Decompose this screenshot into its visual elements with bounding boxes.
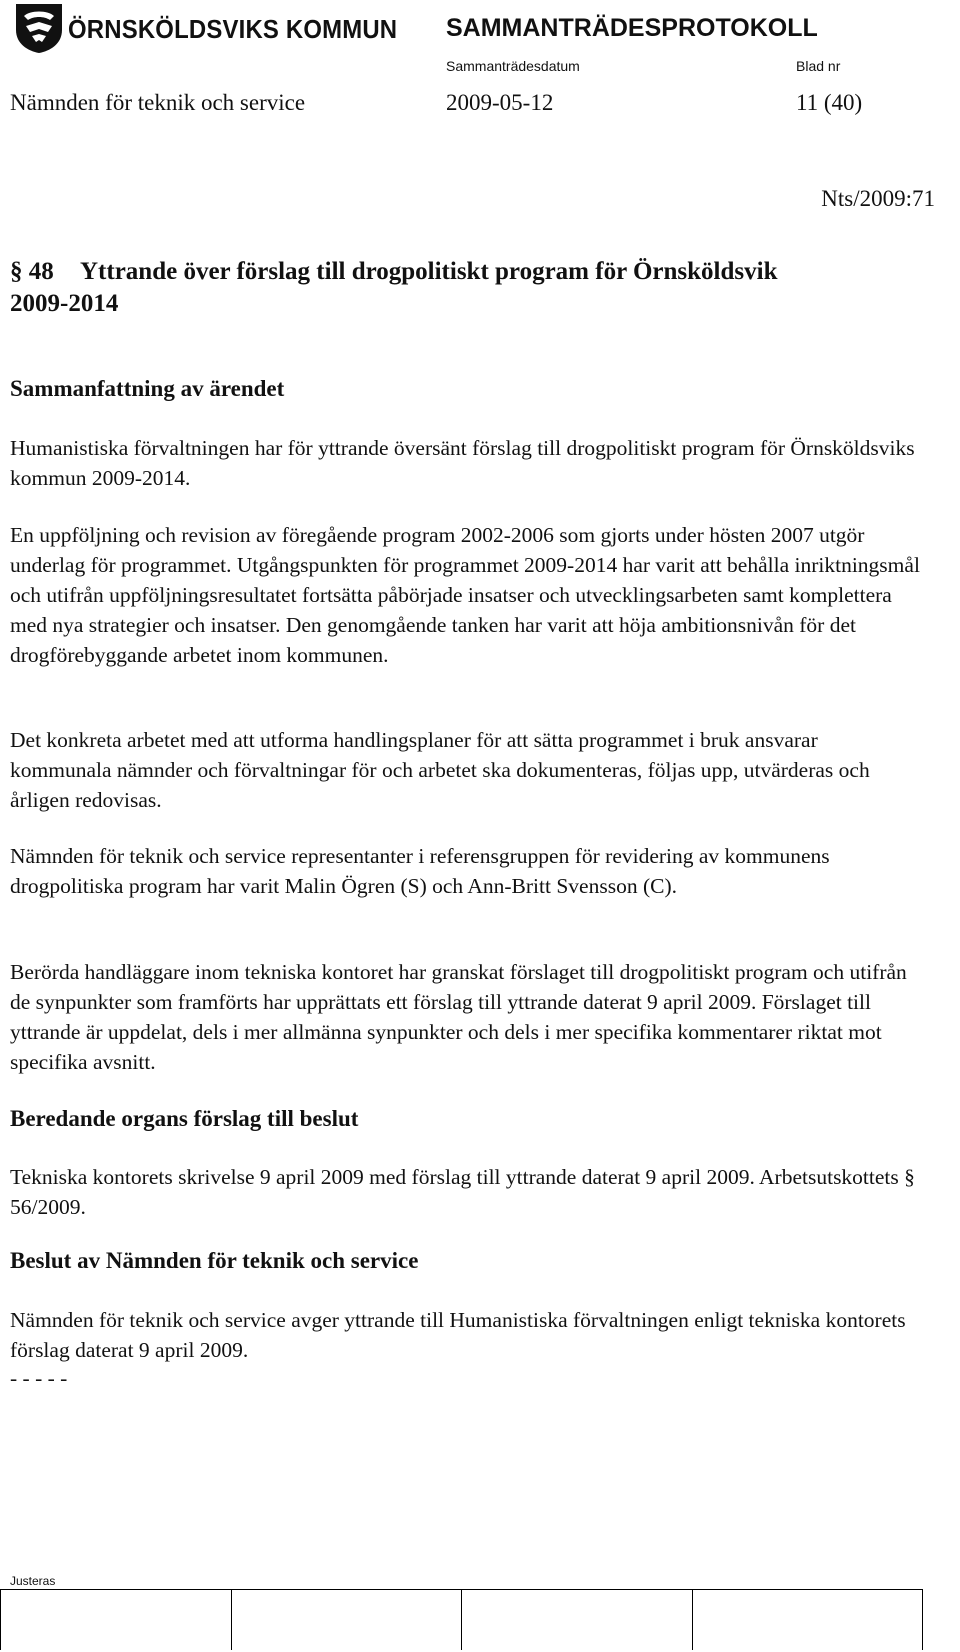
decision-heading: Beslut av Nämnden för teknik och service (10, 1248, 419, 1273)
committee-name: Nämnden för teknik och service (10, 90, 306, 115)
section-title-line1: Yttrande över förslag till drogpolitiskt program för Örnsköldsvik (80, 258, 778, 285)
document-type: SAMMANTRÄDESPROTOKOLL (446, 14, 818, 42)
decision-text: Nämnden för teknik och service avger yttrande till Humanistiska förvaltningen enligt tekniska kontorets förslag daterat 9 april 2009. (10, 1308, 906, 1362)
meeting-date: 2009-05-12 (446, 90, 554, 115)
proposal-heading: Beredande organs förslag till beslut (10, 1106, 359, 1131)
reference-number: Nts/2009:71 (821, 186, 935, 211)
section-title (10, 256, 920, 320)
summary-paragraph-3: Det konkreta arbetet med att utforma handlingsplaner för att sätta programmet i bruk ansvarar kommunala nämnder och förvaltningar för och arbetet ska dokumenteras, följas upp, utvärderas och årligen redovisas. (10, 728, 870, 812)
date-label: Sammanträdesdatum (446, 58, 580, 74)
summary-paragraph-1: Humanistiska förvaltningen har för yttrande översänt förslag till drogpolitiskt program för Örnsköldsviks kommun 2009-2014. (10, 436, 915, 490)
proposal-text: Tekniska kontorets skrivelse 9 april 2009 med förslag till yttrande daterat 9 april 2009. Arbetsutskottets § 56/2009. (10, 1165, 915, 1219)
signature-cell (692, 1590, 924, 1650)
page-number: 11 (40) (796, 90, 863, 115)
page-label: Blad nr (796, 58, 841, 74)
end-marker: - - - - - (10, 1366, 68, 1390)
section-number: § 48 (10, 258, 54, 285)
signature-cell (461, 1590, 692, 1650)
summary-paragraph-5: Berörda handläggare inom tekniska kontoret har granskat förslaget till drogpolitiskt program och utifrån de synpunkter som framförts har upprättats ett förslag till yttrande daterat 9 april 2009. Förslaget till yttrande är uppdelat, dels i mer allmänna synpunkter och dels i mer specifika kommentarer riktat mot specifika avsnitt. (10, 960, 907, 1074)
signature-cell (0, 1590, 231, 1650)
section-title-line2: 2009-2014 (10, 290, 119, 317)
signature-cell (231, 1590, 462, 1650)
paragraph-sign: § (10, 258, 23, 285)
footer-label: Justeras (10, 1574, 56, 1588)
summary-paragraph-4: Nämnden för teknik och service representanter i referensgruppen för revidering av kommunens drogpolitiska program har varit Malin Ögren (S) och Ann-Britt Svensson (C). (10, 844, 830, 898)
coat-of-arms-icon (14, 2, 64, 54)
signature-table (0, 1589, 923, 1650)
summary-paragraph-2: En uppföljning och revision av föregående program 2002-2006 som gjorts under hösten 2007 utgör underlag för programmet. Utgångspunkten för programmet 2009-2014 har varit att behålla inriktningsmål och utifrån uppföljningsresultatet fortsätta påbörjade insatser och utvecklingsarbeten samt komplettera med nya strategier och insatser. Den genomgående tanken har varit att höja ambitionsnivån för det drogförebyggande arbetet inom kommunen. (10, 523, 920, 667)
organization-name: ÖRNSKÖLDSVIKS KOMMUN (68, 14, 398, 44)
summary-heading: Sammanfattning av ärendet (10, 376, 285, 401)
